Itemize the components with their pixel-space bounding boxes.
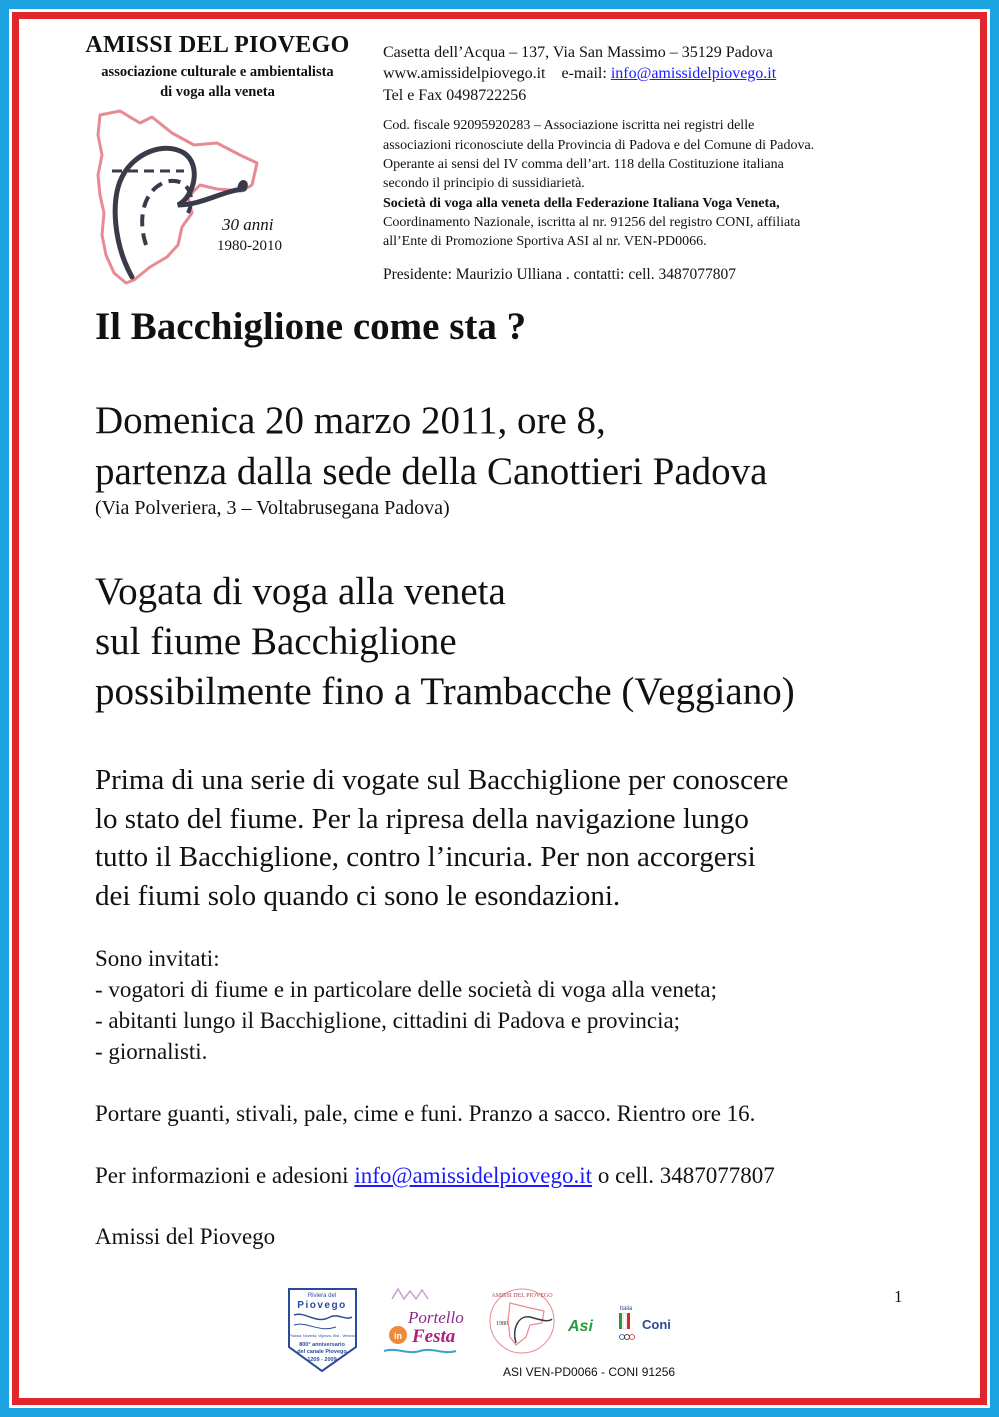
logo2-word2-text: in (394, 1331, 402, 1341)
legal-line-3: Operante ai sensi del IV comma dell’art. 118 della Costituzione italiana (383, 157, 784, 172)
registry-footer-text: ASI VEN-PD0066 - CONI 91256 (503, 1365, 676, 1379)
federation-bold-line: Società di voga alla veneta della Federazione Italiana Voga Veneta, (383, 196, 780, 211)
website-email-line (383, 65, 776, 83)
org-subtitle-2: di voga alla veneta (160, 84, 275, 100)
federation-line-2: all’Ente di Promozione Sportiva ASI al nr. VEN-PD0066. (383, 234, 707, 249)
event-line-1: Vogata di voga alla veneta (95, 570, 506, 613)
logo4-coni-text: Coni (642, 1317, 671, 1332)
logo4-asi-text: Asi (568, 1318, 593, 1335)
legal-line-4: secondo il principio di sussidiarietà. (383, 176, 585, 191)
logo2-word1-text: Portello (408, 1308, 464, 1327)
website-text: www.amissidelpiovego.it (383, 65, 546, 82)
description-line-1: Prima di una serie di vogate sul Bacchiglione per conoscere (95, 764, 789, 796)
info-suffix: o cell. 3487077807 (597, 1163, 775, 1188)
bring-items-text: Portare guanti, stivali, pale, cime e funi. Pranzo a sacco. Rientro ore 16. (95, 1101, 756, 1126)
email-label: e-mail: (561, 65, 607, 82)
org-logo-map (92, 105, 272, 290)
invited-item-1: - vogatori di fiume e in particolare delle società di voga alla veneta; (95, 977, 718, 1002)
amissi-circle-logo (490, 1289, 554, 1353)
description-line-2: lo stato del fiume. Per la ripresa della navigazione lungo (95, 803, 749, 835)
logo2-word3-text: Festa (412, 1326, 456, 1347)
signature: Amissi del Piovego (95, 1224, 276, 1249)
portello-in-festa-logo (384, 1289, 464, 1352)
logo4-italia-text: Italia (619, 1306, 633, 1312)
legal-line-2: associazioni riconosciute della Provincia di Padova e del Comune di Padova. (383, 138, 815, 153)
logo3-year-text: 1980 (496, 1321, 508, 1327)
header-email-link[interactable]: info@amissidelpiovego.it (610, 65, 777, 82)
info-prefix: Per informazioni e adesioni (95, 1163, 349, 1188)
logo1-places-text: Padova, Noventa, Vigonza, Strà - Venezia (289, 1334, 355, 1338)
logo1-name-text: Piovego (297, 1300, 347, 1311)
riviera-piovego-logo (289, 1289, 356, 1371)
logo-anni-text: 30 anni (222, 215, 274, 234)
footer-logos (286, 1285, 686, 1375)
event-line-2: sul fiume Bacchiglione (95, 620, 457, 663)
telfax-line: Tel e Fax 0498722256 (383, 87, 527, 104)
page-number: 1 (894, 1287, 903, 1306)
description-line-4: dei fiumi solo quando ci sono le esondazioni. (95, 880, 621, 912)
invited-heading: Sono invitati: (95, 946, 220, 971)
page-title: Il Bacchiglione come sta ? (95, 305, 527, 348)
departure-line: partenza dalla sede della Canottieri Padova (95, 450, 768, 493)
departure-address: (Via Polveriera, 3 – Voltabrusegana Padova) (95, 497, 450, 519)
logo1-years-text: 1209 - 2009 (307, 1357, 337, 1363)
logo3-text: AMISSI DEL PIOVEGO (491, 1293, 553, 1299)
invited-item-2: - abitanti lungo il Bacchiglione, cittadini di Padova e provincia; (95, 1008, 681, 1033)
asi-coni-logo (567, 1306, 671, 1340)
federation-line-1: Coordinamento Nazionale, iscritta al nr. 91256 del registro CONI, affiliata (383, 215, 801, 230)
info-line (95, 1163, 775, 1189)
president-line: Presidente: Maurizio Ulliana . contatti: cell. 3487077807 (383, 266, 736, 283)
legal-line-1: Cod. fiscale 92095920283 – Associazione iscritta nei registri delle (383, 118, 755, 133)
info-email-link[interactable]: info@amissidelpiovego.it (354, 1163, 593, 1188)
logo1-top-text: Riviera del (307, 1293, 337, 1299)
logo-years-text: 1980-2010 (217, 238, 282, 254)
address-line: Casetta dell’Acqua – 137, Via San Massimo – 35129 Padova (383, 44, 773, 61)
invited-item-3: - giornalisti. (95, 1039, 208, 1064)
org-subtitle-1: associazione culturale e ambientalista (101, 64, 334, 80)
date-line: Domenica 20 marzo 2011, ore 8, (95, 399, 606, 442)
event-line-3: possibilmente fino a Trambacche (Veggiano) (95, 670, 795, 713)
description-line-3: tutto il Bacchiglione, contro l’incuria. Per non accorgersi (95, 841, 756, 873)
org-name: AMISSI DEL PIOVEGO (85, 32, 350, 58)
logo1-anniv2-text: del canale Piovego (297, 1349, 347, 1355)
logo1-anniv1-text: 800° anniversario (299, 1342, 345, 1348)
